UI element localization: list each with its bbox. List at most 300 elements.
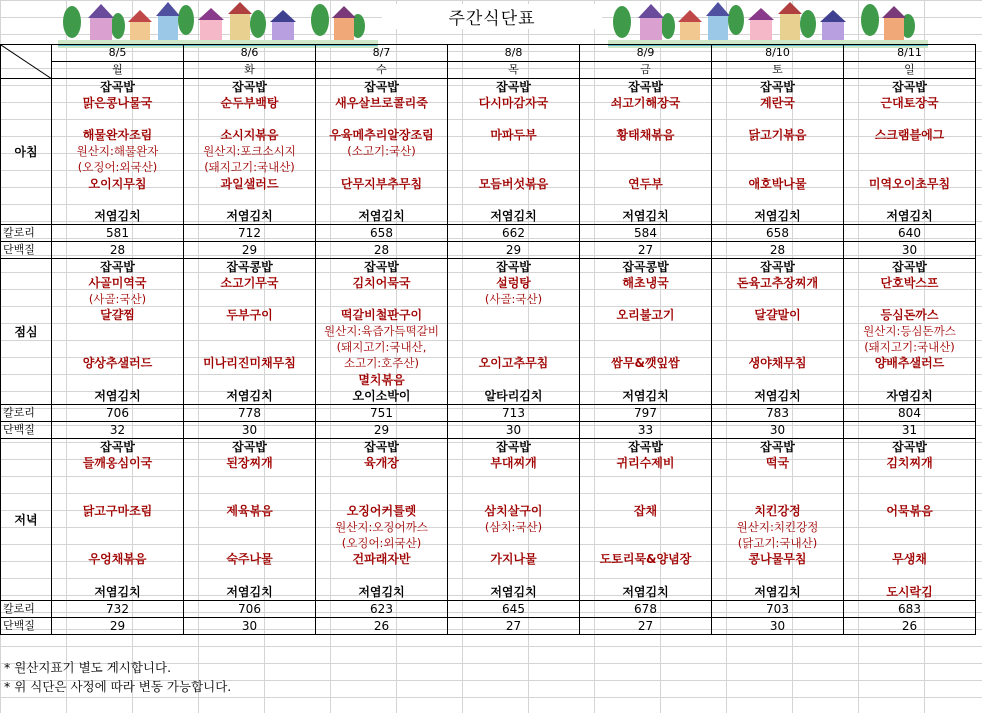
- menu-cell: [844, 438, 976, 600]
- protein-cell: [580, 617, 712, 634]
- origin-note: (사골:국산): [88, 292, 147, 307]
- menu-cell: [52, 79, 184, 225]
- menu-item: [52, 372, 183, 388]
- kcal-cell: [580, 600, 712, 617]
- menu-item: 저염김치: [358, 208, 405, 223]
- protein-cell: [184, 421, 316, 438]
- kcal-value: 751: [370, 405, 393, 420]
- menu-item: [316, 471, 447, 487]
- kcal-cell: [844, 600, 976, 617]
- protein-value: 28: [769, 242, 786, 257]
- origin-note: [844, 291, 975, 307]
- kcal-value: 640: [898, 225, 921, 240]
- menu-item: [316, 487, 447, 503]
- menu-item: 달걀찜: [100, 308, 135, 323]
- menu-item: 과일샐러드: [220, 176, 279, 191]
- menu-cell: [712, 258, 844, 404]
- village-banner-left: [58, 0, 378, 48]
- kcal-value: 804: [898, 405, 921, 420]
- menu-cell: [448, 258, 580, 404]
- protein-value: 30: [505, 422, 522, 437]
- menu-item: 자염김치: [886, 388, 933, 403]
- footer-note: * 원산지표기 별도 게시합니다.: [4, 660, 172, 675]
- menu-item: 해물완자조림: [82, 128, 153, 143]
- kcal-cell: [580, 404, 712, 421]
- menu-cell: [52, 258, 184, 404]
- kcal-cell: [52, 224, 184, 241]
- origin-note: [184, 339, 315, 355]
- menu-cell: [184, 258, 316, 404]
- origin-note: (소고기:국산): [347, 144, 416, 159]
- menu-item: [580, 567, 711, 583]
- menu-item: 맑은콩나물국: [82, 96, 153, 111]
- origin-note: 원산지:등심돈까스: [863, 324, 956, 339]
- menu-item: [712, 471, 843, 487]
- menu-item: 단호박스프: [880, 275, 939, 290]
- menu-item: [844, 487, 975, 503]
- menu-item: [184, 372, 315, 388]
- menu-item: 생야채무침: [748, 356, 807, 371]
- origin-note: 원산지:해물완자: [76, 144, 159, 159]
- protein-cell: [580, 421, 712, 438]
- menu-item: [844, 567, 975, 583]
- weekly-menu-table: [0, 44, 976, 635]
- menu-item: 떡갈비철판구이: [340, 308, 423, 323]
- origin-note: [448, 159, 579, 175]
- page-title: 주간식단표: [382, 4, 602, 29]
- menu-item: 도시락김: [886, 584, 933, 599]
- menu-cell: [580, 79, 712, 225]
- date-label: 8/5: [108, 46, 127, 59]
- menu-item: 잡곡밥: [496, 439, 531, 454]
- kcal-value: 778: [238, 405, 261, 420]
- menu-item: [712, 192, 843, 208]
- menu-item: 건파래자반: [352, 552, 411, 567]
- menu-item: 잡곡밥: [628, 80, 663, 94]
- kcal-value: 706: [106, 405, 129, 420]
- menu-item: 잡곡밥: [892, 259, 927, 274]
- menu-item: [712, 567, 843, 583]
- date-label: 8/8: [504, 46, 523, 59]
- menu-item: 저염김치: [226, 388, 273, 403]
- menu-item: [580, 487, 711, 503]
- origin-note: (오징어:외국산): [77, 160, 158, 175]
- menu-cell: [316, 438, 448, 600]
- day-header: [52, 62, 184, 79]
- protein-value: 26: [901, 618, 918, 633]
- protein-label: 단백질: [1, 421, 52, 438]
- date-label: 8/6: [240, 46, 259, 59]
- menu-item: [580, 111, 711, 127]
- origin-note: [580, 535, 711, 551]
- protein-cell: [52, 617, 184, 634]
- origin-note: [448, 143, 579, 159]
- menu-item: 잡곡밥: [364, 439, 399, 454]
- protein-cell: [184, 617, 316, 634]
- menu-item: 잡곡밥: [232, 80, 267, 94]
- origin-note: [844, 159, 975, 175]
- origin-note: [184, 291, 315, 307]
- origin-note: [448, 535, 579, 551]
- protein-value: 27: [637, 242, 654, 257]
- kcal-cell: [184, 224, 316, 241]
- menu-item: 육개장: [364, 455, 399, 470]
- menu-item: 잡곡콩밥: [622, 259, 669, 274]
- protein-value: 26: [373, 618, 390, 633]
- menu-item: 떡국: [765, 455, 790, 470]
- menu-item: [844, 372, 975, 388]
- origin-note: [844, 519, 975, 535]
- menu-item: 잡채: [633, 504, 658, 519]
- menu-item: [448, 567, 579, 583]
- origin-note: 원산지:포크소시지: [203, 144, 296, 159]
- protein-value: 29: [505, 242, 522, 257]
- menu-item: [448, 487, 579, 503]
- menu-item: [580, 372, 711, 388]
- menu-item: 잡곡콩밥: [226, 259, 273, 274]
- kcal-value: 783: [766, 405, 789, 420]
- kcal-value: 584: [634, 225, 657, 240]
- menu-item: 저염김치: [754, 208, 801, 223]
- protein-cell: [712, 617, 844, 634]
- date-header: [844, 45, 976, 62]
- menu-item: [448, 471, 579, 487]
- kcal-label: 칼로리: [1, 600, 52, 617]
- menu-item: 황태채볶음: [616, 128, 675, 143]
- origin-note: [52, 535, 183, 551]
- protein-cell: [844, 241, 976, 258]
- menu-cell: [712, 79, 844, 225]
- kcal-cell: [316, 224, 448, 241]
- protein-value: 30: [769, 422, 786, 437]
- day-label: 수: [376, 63, 387, 76]
- menu-item: 저염김치: [94, 584, 141, 599]
- origin-note: (오징어:외국산): [341, 536, 422, 551]
- day-header: [184, 62, 316, 79]
- menu-item: 오리불고기: [616, 308, 675, 323]
- protein-cell: [580, 241, 712, 258]
- menu-cell: [844, 79, 976, 225]
- day-header: [712, 62, 844, 79]
- menu-item: 잡곡밥: [628, 439, 663, 454]
- protein-label: 단백질: [1, 617, 52, 634]
- menu-item: [52, 471, 183, 487]
- kcal-value: 581: [106, 225, 129, 240]
- menu-item: [52, 192, 183, 208]
- menu-item: 저염김치: [94, 208, 141, 223]
- menu-item: 사골미역국: [88, 275, 147, 290]
- kcal-label: 칼로리: [1, 224, 52, 241]
- menu-item: 양배추샐러드: [874, 356, 945, 371]
- protein-value: 29: [373, 422, 390, 437]
- kcal-cell: [52, 600, 184, 617]
- menu-item: [448, 111, 579, 127]
- origin-note: [844, 143, 975, 159]
- menu-item: 가지나물: [490, 552, 537, 567]
- day-label: 목: [508, 63, 519, 76]
- menu-cell: [184, 79, 316, 225]
- menu-item: 잡곡밥: [496, 80, 531, 94]
- date-header: [184, 45, 316, 62]
- menu-item: 잡곡밥: [100, 80, 135, 94]
- protein-value: 33: [637, 422, 654, 437]
- menu-item: 알타리김치: [484, 388, 543, 403]
- menu-item: 오이고추무침: [478, 356, 549, 371]
- menu-item: [844, 111, 975, 127]
- menu-item: 잡곡밥: [892, 80, 927, 94]
- menu-item: 두부구이: [226, 308, 273, 323]
- kcal-cell: [580, 224, 712, 241]
- origin-note: (돼지고기:국내산,: [336, 340, 427, 355]
- menu-item: 쇠고기해장국: [610, 96, 681, 111]
- menu-item: 우육메추리알장조림: [329, 128, 434, 143]
- kcal-value: 645: [502, 601, 525, 616]
- kcal-cell: [184, 600, 316, 617]
- origin-note: [316, 291, 447, 307]
- kcal-cell: [844, 404, 976, 421]
- origin-note: (닭고기:국내산): [737, 536, 818, 551]
- menu-item: 저염김치: [754, 388, 801, 403]
- menu-item: 무생채: [892, 552, 927, 567]
- protein-cell: [316, 421, 448, 438]
- kcal-cell: [844, 224, 976, 241]
- origin-note: [712, 323, 843, 339]
- protein-cell: [52, 421, 184, 438]
- menu-cell: [580, 258, 712, 404]
- origin-note: [580, 159, 711, 175]
- day-label: 화: [244, 63, 255, 76]
- kcal-value: 706: [238, 601, 261, 616]
- origin-note: (돼지고기:국내산): [204, 160, 295, 175]
- menu-item: 잡곡밥: [364, 259, 399, 274]
- protein-cell: [52, 241, 184, 258]
- date-label: 8/10: [765, 46, 790, 59]
- date-label: 8/7: [372, 46, 391, 59]
- menu-item: 오이소박이: [352, 388, 411, 403]
- menu-item: 저염김치: [886, 208, 933, 223]
- menu-item: 김치어묵국: [352, 275, 411, 290]
- menu-item: 콩나물무침: [748, 552, 807, 567]
- header-corner: [1, 45, 52, 79]
- origin-note: [448, 339, 579, 355]
- kcal-value: 713: [502, 405, 525, 420]
- kcal-cell: [316, 600, 448, 617]
- origin-note: [184, 323, 315, 339]
- kcal-value: 712: [238, 225, 261, 240]
- menu-item: 잡곡밥: [760, 259, 795, 274]
- menu-item: 잡곡밥: [496, 259, 531, 274]
- menu-item: [712, 111, 843, 127]
- day-header: [316, 62, 448, 79]
- kcal-label: 칼로리: [1, 404, 52, 421]
- protein-cell: [316, 241, 448, 258]
- menu-item: 잡곡밥: [892, 439, 927, 454]
- protein-cell: [712, 421, 844, 438]
- menu-item: 어묵볶음: [886, 504, 933, 519]
- menu-item: 잡곡밥: [760, 80, 795, 94]
- menu-cell: [448, 438, 580, 600]
- menu-item: [844, 471, 975, 487]
- kcal-value: 678: [634, 601, 657, 616]
- menu-item: 저염김치: [490, 584, 537, 599]
- day-label: 일: [904, 63, 915, 76]
- origin-note: 원산지:오징어까스: [335, 520, 428, 535]
- date-header: [52, 45, 184, 62]
- kcal-cell: [712, 404, 844, 421]
- date-header: [316, 45, 448, 62]
- menu-item: [184, 111, 315, 127]
- protein-value: 27: [505, 618, 522, 633]
- menu-item: 애호박나물: [748, 176, 807, 191]
- menu-item: 저염김치: [754, 584, 801, 599]
- origin-note: [448, 323, 579, 339]
- origin-note: [580, 291, 711, 307]
- kcal-value: 658: [766, 225, 789, 240]
- menu-item: 저염김치: [490, 208, 537, 223]
- protein-cell: [448, 421, 580, 438]
- menu-item: 순두부백탕: [220, 96, 279, 111]
- protein-label: 단백질: [1, 241, 52, 258]
- menu-item: [52, 111, 183, 127]
- menu-item: [184, 471, 315, 487]
- protein-cell: [184, 241, 316, 258]
- origin-note: [184, 535, 315, 551]
- menu-item: 제육볶음: [226, 504, 273, 519]
- menu-item: 소고기무국: [220, 275, 279, 290]
- menu-item: [712, 487, 843, 503]
- origin-note: [580, 519, 711, 535]
- menu-cell: [184, 438, 316, 600]
- menu-item: 잡곡밥: [100, 439, 135, 454]
- menu-item: 멸치볶음: [358, 372, 405, 387]
- menu-item: 설렁탕: [496, 275, 531, 290]
- menu-item: 삼치살구이: [484, 504, 543, 519]
- footer-notes: [4, 658, 231, 696]
- protein-value: 32: [109, 422, 126, 437]
- meal-label-dinner: 저녁: [1, 438, 52, 600]
- origin-note: 원산지:치킨강정: [736, 520, 819, 535]
- origin-note: (돼지고기:국내산): [864, 340, 955, 355]
- menu-item: 스크램블에그: [874, 128, 945, 143]
- menu-item: [316, 192, 447, 208]
- day-header: [844, 62, 976, 79]
- date-label: 8/9: [636, 46, 655, 59]
- protein-cell: [448, 241, 580, 258]
- protein-value: 30: [901, 242, 918, 257]
- protein-value: 30: [241, 422, 258, 437]
- meal-label-breakfast: 아침: [1, 79, 52, 225]
- menu-item: 등심돈까스: [880, 308, 939, 323]
- origin-note: [52, 339, 183, 355]
- kcal-cell: [448, 600, 580, 617]
- origin-note: 원산지:육즙가득떡갈비: [324, 324, 439, 339]
- menu-item: 저염김치: [358, 584, 405, 599]
- menu-cell: [580, 438, 712, 600]
- origin-note: [844, 535, 975, 551]
- menu-item: 쌈무&깻잎쌈: [611, 356, 680, 371]
- menu-item: 돈육고추장찌개: [736, 275, 819, 290]
- protein-value: 31: [901, 422, 918, 437]
- protein-cell: [712, 241, 844, 258]
- menu-item: 저염김치: [622, 584, 669, 599]
- menu-item: [184, 567, 315, 583]
- menu-item: 잡곡밥: [100, 259, 135, 274]
- menu-item: 양상추샐러드: [82, 356, 153, 371]
- menu-item: 계란국: [760, 96, 795, 111]
- menu-item: 우엉채볶음: [88, 552, 147, 567]
- origin-note: [712, 291, 843, 307]
- kcal-cell: [316, 404, 448, 421]
- origin-note: [52, 519, 183, 535]
- kcal-value: 797: [634, 405, 657, 420]
- menu-item: 저염김치: [622, 208, 669, 223]
- kcal-cell: [184, 404, 316, 421]
- menu-item: 부대찌개: [490, 455, 537, 470]
- origin-note: [316, 159, 447, 175]
- protein-value: 28: [373, 242, 390, 257]
- menu-item: [448, 372, 579, 388]
- protein-value: 28: [109, 242, 126, 257]
- kcal-value: 683: [898, 601, 921, 616]
- menu-item: 연두부: [628, 176, 663, 191]
- kcal-value: 703: [766, 601, 789, 616]
- origin-note: 소고기:호주산): [343, 356, 419, 371]
- menu-item: 단무지부추무침: [340, 176, 423, 191]
- menu-item: [316, 111, 447, 127]
- meal-label-lunch: 점심: [1, 258, 52, 404]
- origin-note: [712, 159, 843, 175]
- menu-item: [448, 192, 579, 208]
- origin-note: (사골:국산): [484, 292, 543, 307]
- menu-item: 모듬버섯볶음: [478, 176, 549, 191]
- menu-item: [448, 307, 579, 323]
- menu-item: 닭고기볶음: [748, 128, 807, 143]
- protein-value: 30: [241, 618, 258, 633]
- origin-note: [184, 519, 315, 535]
- protein-cell: [844, 421, 976, 438]
- menu-item: 귀리수제비: [616, 455, 675, 470]
- date-label: 8/11: [897, 46, 922, 59]
- kcal-value: 623: [370, 601, 393, 616]
- day-header: [580, 62, 712, 79]
- menu-item: 닭고구마조림: [82, 504, 153, 519]
- kcal-cell: [712, 224, 844, 241]
- day-label: 금: [640, 63, 651, 76]
- menu-item: 된장찌개: [226, 455, 273, 470]
- protein-value: 27: [637, 618, 654, 633]
- menu-item: 저염김치: [622, 388, 669, 403]
- protein-value: 30: [769, 618, 786, 633]
- menu-item: 잡곡밥: [760, 439, 795, 454]
- origin-note: [580, 339, 711, 355]
- menu-cell: [316, 79, 448, 225]
- menu-item: 오이지무침: [88, 176, 147, 191]
- menu-item: 저염김치: [226, 208, 273, 223]
- origin-note: [712, 143, 843, 159]
- menu-item: [316, 567, 447, 583]
- origin-note: [52, 323, 183, 339]
- protein-value: 29: [241, 242, 258, 257]
- protein-value: 29: [109, 618, 126, 633]
- menu-item: 미역오이초무침: [868, 176, 951, 191]
- menu-item: 새우살브로콜리죽: [335, 96, 428, 111]
- menu-item: 치킨강정: [754, 504, 801, 519]
- day-label: 월: [112, 63, 123, 76]
- menu-cell: [52, 438, 184, 600]
- menu-cell: [844, 258, 976, 404]
- date-header: [580, 45, 712, 62]
- kcal-cell: [448, 404, 580, 421]
